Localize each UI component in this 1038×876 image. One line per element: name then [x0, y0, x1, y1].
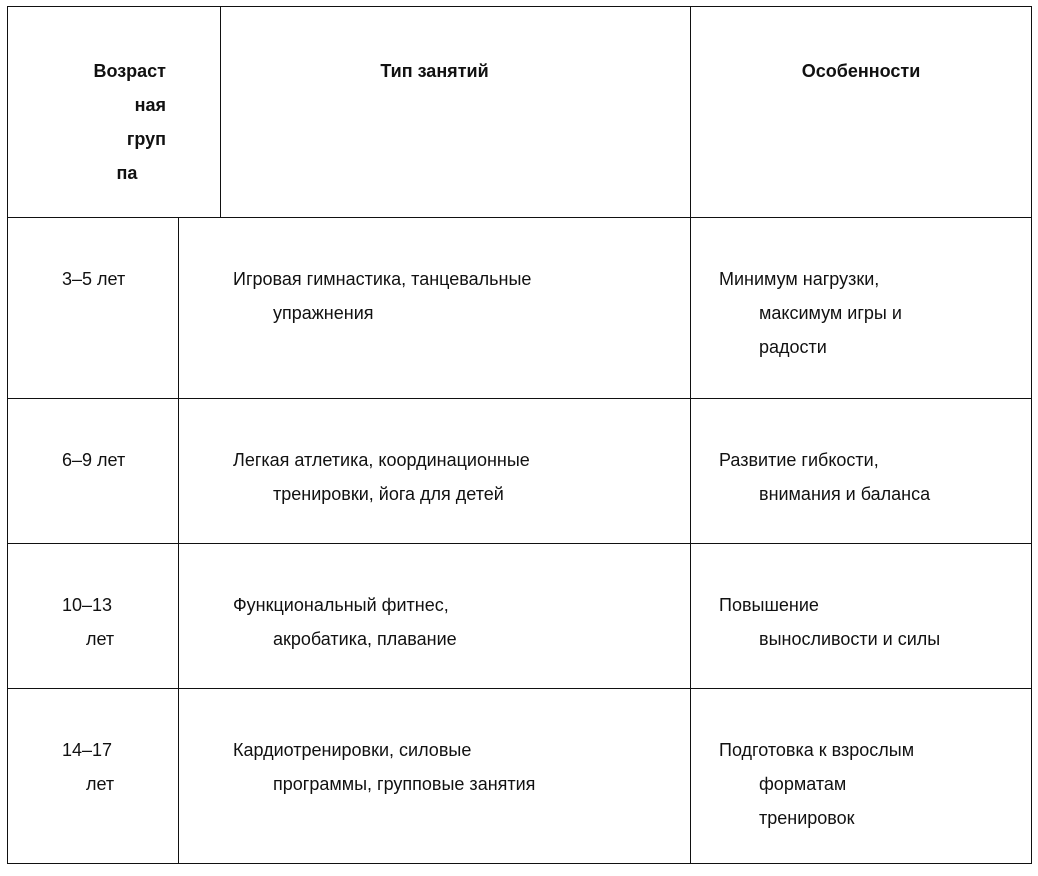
cell-line: упражнения — [273, 303, 374, 323]
cell-line: 3–5 лет — [62, 269, 126, 289]
cell-line: тренировок — [759, 808, 855, 828]
cell-line: внимания и баланса — [759, 484, 931, 504]
cell-line: максимум игры и — [759, 303, 902, 323]
age-cell — [8, 689, 179, 864]
cell-line: Подготовка к взрослым — [719, 740, 915, 760]
cell-line: тренировки, йога для детей — [273, 484, 504, 504]
header-line: Особенности — [801, 61, 921, 81]
cell-line: Минимум нагрузки, — [719, 269, 880, 289]
cell-line: Игровая гимнастика, танцевальные — [233, 269, 532, 289]
header-activity-type — [179, 7, 691, 218]
cell-line: программы, групповые занятия — [273, 774, 536, 794]
age-cell — [8, 399, 179, 544]
cell-line: 6–9 лет — [62, 450, 126, 470]
age-cell — [8, 218, 179, 399]
cell-line: лет — [86, 629, 115, 649]
features-cell — [691, 689, 1032, 864]
cell-line: форматам — [759, 774, 847, 794]
header-line: Тип занятий — [380, 61, 489, 81]
cell-line: 10–13 — [62, 595, 113, 615]
cell-line: Функциональный фитнес, — [233, 595, 449, 615]
cell-line: радости — [759, 337, 827, 357]
cell-line: Повышение — [719, 595, 819, 615]
cell-line: лет — [86, 774, 115, 794]
header-line: па — [116, 163, 138, 183]
cell-line: Легкая атлетика, координационные — [233, 450, 530, 470]
header-line: груп — [126, 129, 166, 149]
cell-line: акробатика, плавание — [273, 629, 457, 649]
features-cell — [691, 399, 1032, 544]
cell-line: 14–17 — [62, 740, 113, 760]
activity-type-cell — [179, 544, 691, 689]
features-cell — [691, 218, 1032, 399]
activity-type-cell — [179, 689, 691, 864]
header-line: ная — [134, 95, 166, 115]
cell-line: Развитие гибкости, — [719, 450, 879, 470]
age-activity-table — [7, 6, 1032, 864]
features-cell — [691, 544, 1032, 689]
activity-type-cell — [179, 399, 691, 544]
age-cell — [8, 544, 179, 689]
header-features — [691, 7, 1032, 218]
header-line: Возраст — [93, 61, 166, 81]
cell-line: выносливости и силы — [759, 629, 941, 649]
cell-line: Кардиотренировки, силовые — [233, 740, 472, 760]
activity-type-cell — [179, 218, 691, 399]
